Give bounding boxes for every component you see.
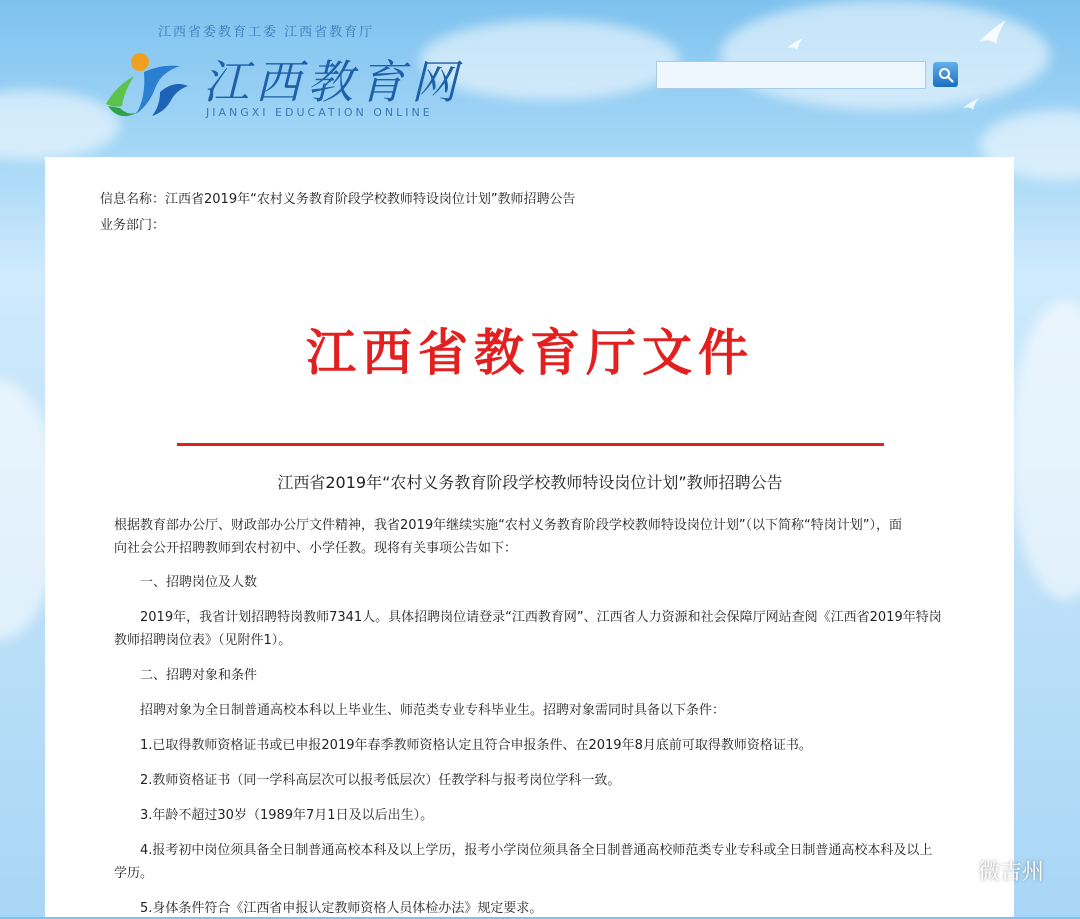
section-heading: 二、招聘对象和条件 [140, 668, 258, 683]
watermark-text: 微吉州 [977, 859, 1044, 885]
bird-icon [976, 16, 1010, 50]
list-item: 4.报考初中岗位须具备全日制普通高校本科及以上学历，报考小学岗位须具备全日制普通高校师范类专业专科或全日制普通高校本科及以上 [140, 843, 933, 858]
red-divider [177, 443, 884, 446]
content-panel [45, 157, 1014, 917]
paragraph: 向社会公开招聘教师到农村初中、小学任教。现将有关事项公告如下： [114, 541, 518, 556]
site-name-en: JIANGXI EDUCATION ONLINE [206, 106, 433, 119]
watermark [930, 854, 1044, 886]
search-icon [938, 67, 954, 83]
paragraph: 招聘对象为全日制普通高校本科以上毕业生、师范类专业专科毕业生。招聘对象需同时具备以下条件： [140, 703, 726, 718]
list-item: 学历。 [114, 866, 154, 881]
document-header: 江西省教育厅文件 [306, 323, 754, 382]
list-item: 2.教师资格证书（同一学科高层次可以报考低层次）任教学科与报考岗位学科一致。 [140, 773, 621, 788]
paragraph: 根据教育部办公厅、财政部办公厅文件精神，我省2019年继续实施“农村义务教育阶段学校教师特设岗位计划”（以下简称“特岗计划”），面 [114, 518, 903, 533]
paragraph: 2019年，我省计划招聘特岗教师7341人。具体招聘岗位请登录“江西教育网”、江西省人力资源和社会保障厅网站查阅《江西省2019年特岗 [140, 610, 942, 625]
paragraph: 教师招聘岗位表》（见附件1）。 [114, 633, 292, 648]
wechat-icon [930, 854, 970, 886]
bird-icon [786, 36, 804, 52]
ministry-label: 江西省委教育工委 江西省教育厅 [158, 25, 375, 40]
site-name: 江西教育网 [203, 55, 463, 109]
list-item: 3.年龄不超过30岁（1989年7月1日及以后出生）。 [140, 808, 434, 823]
site-logo-icon[interactable] [100, 46, 192, 126]
bird-icon [962, 96, 980, 112]
document-title: 江西省2019年“农村义务教育阶段学校教师特设岗位计划”教师招聘公告 [277, 473, 783, 492]
section-heading: 一、招聘岗位及人数 [140, 575, 258, 590]
info-name: 信息名称：江西省2019年“农村义务教育阶段学校教师特设岗位计划”教师招聘公告 [100, 192, 576, 207]
info-department: 业务部门： [100, 218, 166, 233]
list-item: 5.身体条件符合《江西省申报认定教师资格人员体检办法》规定要求。 [140, 901, 543, 916]
search-input[interactable] [656, 61, 926, 89]
list-item: 1.已取得教师资格证书或已申报2019年春季教师资格认定且符合申报条件、在2019年8月底前可取得教师资格证书。 [140, 738, 812, 753]
search-button[interactable] [933, 62, 958, 87]
